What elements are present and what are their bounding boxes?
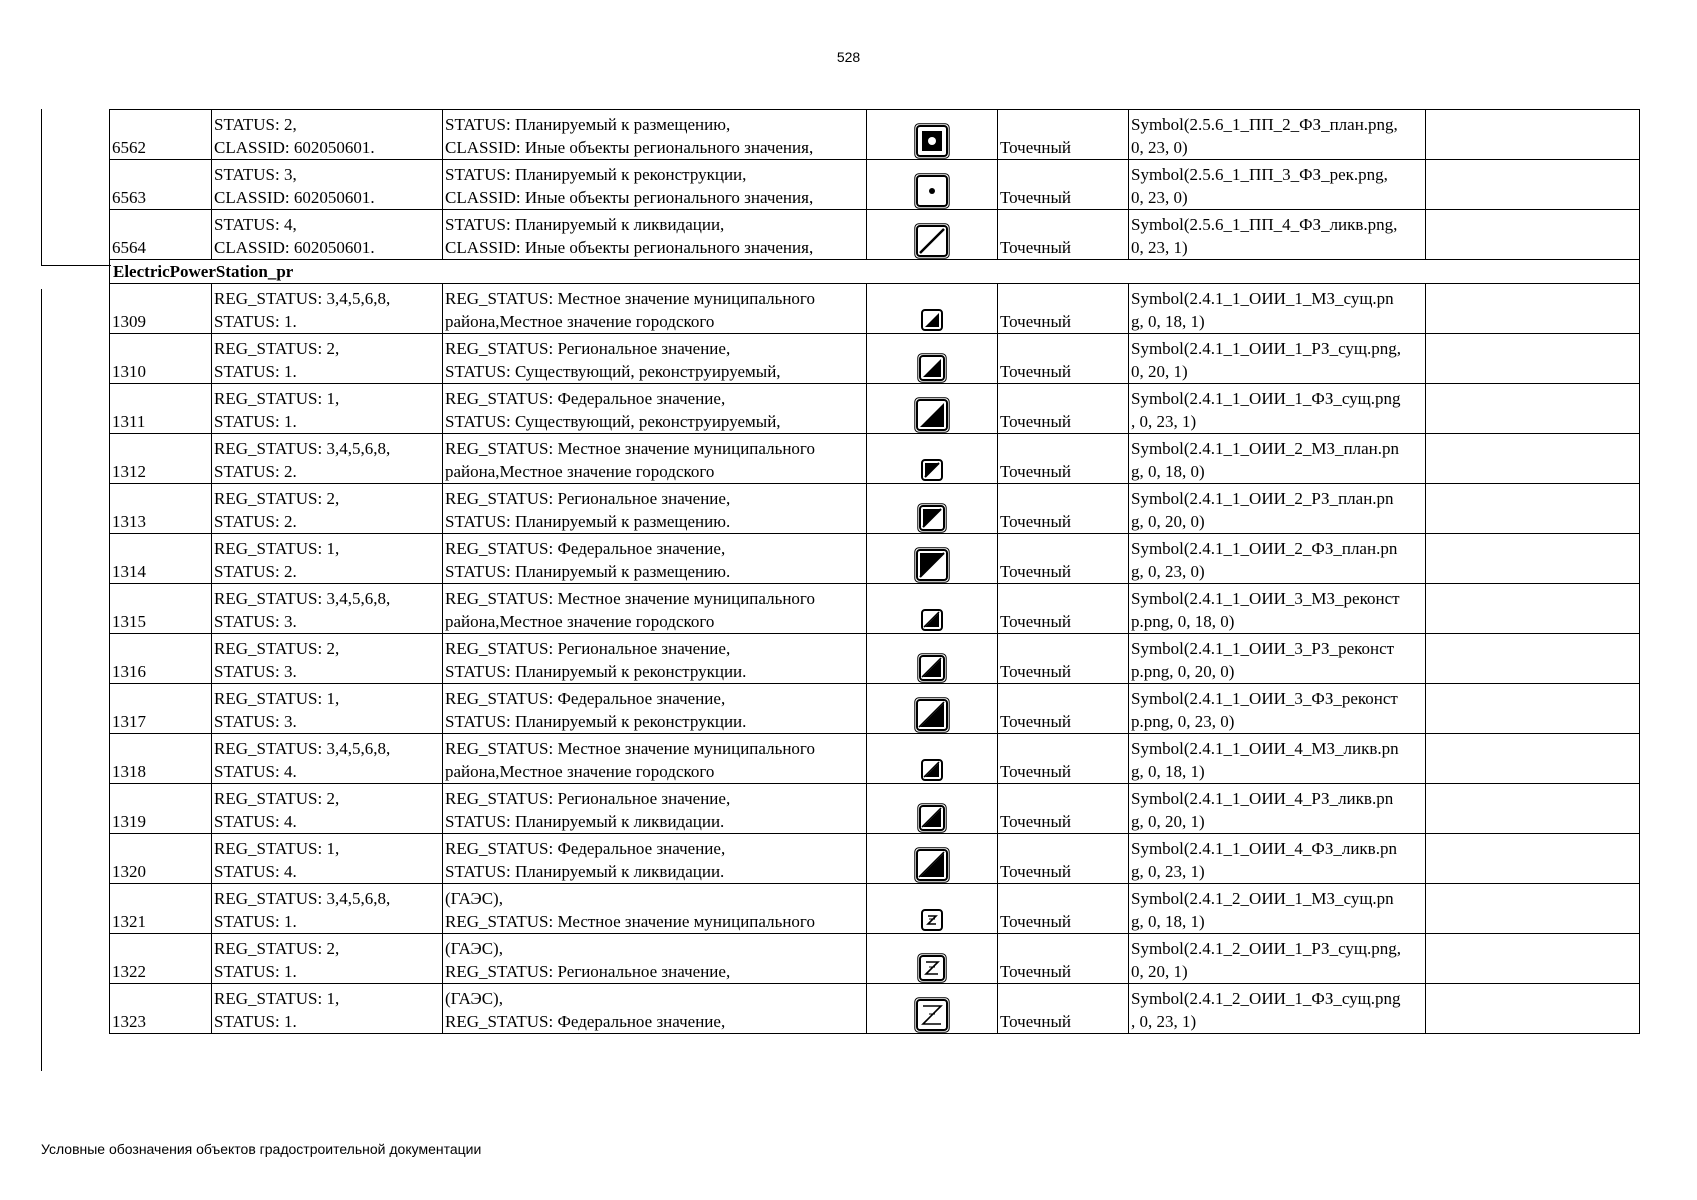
row-id: 1322 [110, 934, 212, 984]
text-line: STATUS: Планируемый к ликвидации. [445, 862, 725, 881]
text-line: 0, 20, 1) [1131, 962, 1188, 981]
text-line: g, 0, 23, 0) [1131, 562, 1205, 581]
table-row [110, 784, 1640, 834]
legend-table [109, 109, 1640, 1034]
description-cell [443, 884, 867, 934]
empty-cell [1426, 110, 1640, 160]
empty-cell [1426, 384, 1640, 434]
text-line: g, 0, 20, 1) [1131, 812, 1205, 831]
table-body [110, 110, 1640, 1034]
text-line: REG_STATUS: 3,4,5,6,8, [214, 439, 391, 458]
text-line: REG_STATUS: Федеральное значение, [445, 1012, 726, 1031]
geometry-type-cell: Точечный [998, 284, 1129, 334]
text-line: р.png, 0, 18, 0) [1131, 612, 1235, 631]
table-row [110, 210, 1640, 260]
text-line: CLASSID: 602050601. [214, 238, 375, 257]
symbol-preview-cell [867, 684, 998, 734]
text-line: CLASSID: Иные объекты регионального значения, [445, 138, 814, 157]
description-cell [443, 784, 867, 834]
text-line: STATUS: 2. [214, 512, 297, 531]
description-cell [443, 160, 867, 210]
symbol-preview-cell [867, 984, 998, 1034]
table-row [110, 684, 1640, 734]
table-row [110, 934, 1640, 984]
text-line: STATUS: 1. [214, 412, 297, 431]
text-line: Symbol(2.4.1_1_ОИИ_1_ФЗ_сущ.png [1131, 389, 1401, 408]
condition-cell [212, 984, 443, 1034]
text-line: STATUS: Планируемый к размещению, [445, 115, 731, 134]
text-line: , 0, 23, 1) [1131, 412, 1197, 431]
symbol-preview-cell [867, 384, 998, 434]
row-id: 1309 [110, 284, 212, 334]
section-header-row [110, 260, 1640, 284]
table-row [110, 484, 1640, 534]
symbol-preview-cell [867, 434, 998, 484]
text-line: STATUS: 1. [214, 962, 297, 981]
text-line: , 0, 23, 1) [1131, 1012, 1197, 1031]
text-line: CLASSID: 602050601. [214, 138, 375, 157]
text-line: STATUS: 4. [214, 812, 297, 831]
text-line: STATUS: Планируемый к реконструкции. [445, 712, 747, 731]
text-line: STATUS: Планируемый к ликвидации. [445, 812, 725, 831]
text-line: STATUS: 3. [214, 662, 297, 681]
left-margin-rule-2 [41, 289, 42, 1071]
row-id: 1321 [110, 884, 212, 934]
text-line: Symbol(2.4.1_1_ОИИ_2_ФЗ_план.pn [1131, 539, 1398, 558]
symbol-expression-cell [1129, 210, 1426, 260]
symbol-expression-cell [1129, 684, 1426, 734]
power-station-planned-medium-icon [917, 503, 947, 533]
empty-cell [1426, 210, 1640, 260]
text-line: g, 0, 23, 1) [1131, 862, 1205, 881]
condition-cell [212, 634, 443, 684]
geometry-type-cell: Точечный [998, 384, 1129, 434]
text-line: g, 0, 20, 0) [1131, 512, 1205, 531]
row-id: 1320 [110, 834, 212, 884]
condition-cell [212, 160, 443, 210]
empty-cell [1426, 934, 1640, 984]
text-line: REG_STATUS: Местное значение муниципального [445, 289, 815, 308]
text-line: REG_STATUS: Федеральное значение, [445, 389, 726, 408]
description-cell [443, 534, 867, 584]
condition-cell [212, 110, 443, 160]
description-cell [443, 934, 867, 984]
text-line: STATUS: 3. [214, 612, 297, 631]
text-line: REG_STATUS: Местное значение муниципального [445, 589, 815, 608]
empty-cell [1426, 584, 1640, 634]
row-id: 1317 [110, 684, 212, 734]
text-line: REG_STATUS: Федеральное значение, [445, 539, 726, 558]
condition-cell [212, 334, 443, 384]
text-line: Symbol(2.5.6_1_ПП_4_ФЗ_ликв.png, [1131, 215, 1398, 234]
geometry-type-cell: Точечный [998, 584, 1129, 634]
text-line: Symbol(2.4.1_1_ОИИ_1_РЗ_сущ.png, [1131, 339, 1401, 358]
power-station-reconstruct-small-icon [919, 607, 945, 633]
text-line: REG_STATUS: Региональное значение, [445, 489, 731, 508]
table-row [110, 284, 1640, 334]
text-line: района,Местное значение городского [445, 462, 715, 481]
text-line: 0, 23, 0) [1131, 188, 1188, 207]
description-cell [443, 484, 867, 534]
power-station-existing-small-icon [919, 307, 945, 333]
symbol-preview-cell [867, 160, 998, 210]
text-line: REG_STATUS: 2, [214, 639, 340, 658]
power-station-planned-small-icon [919, 457, 945, 483]
text-line: STATUS: 4. [214, 862, 297, 881]
empty-cell [1426, 784, 1640, 834]
row-id: 1316 [110, 634, 212, 684]
table-row [110, 434, 1640, 484]
symbol-preview-cell [867, 210, 998, 260]
table-row [110, 584, 1640, 634]
text-line: REG_STATUS: 3,4,5,6,8, [214, 589, 391, 608]
left-margin-rule [41, 109, 42, 266]
text-line: REG_STATUS: Региональное значение, [445, 789, 731, 808]
text-line: REG_STATUS: Федеральное значение, [445, 689, 726, 708]
text-line: REG_STATUS: 3,4,5,6,8, [214, 289, 391, 308]
page-number: 528 [836, 49, 861, 65]
symbol-expression-cell [1129, 834, 1426, 884]
symbol-expression-cell [1129, 334, 1426, 384]
text-line: REG_STATUS: 2, [214, 489, 340, 508]
text-line: STATUS: 1. [214, 312, 297, 331]
text-line: 0, 23, 1) [1131, 238, 1188, 257]
condition-cell [212, 734, 443, 784]
text-line: CLASSID: Иные объекты регионального значения, [445, 188, 814, 207]
text-line: Symbol(2.4.1_1_ОИИ_3_РЗ_реконст [1131, 639, 1395, 658]
symbol-expression-cell [1129, 884, 1426, 934]
text-line: STATUS: Планируемый к размещению. [445, 562, 731, 581]
empty-cell [1426, 534, 1640, 584]
pumped-storage-large-icon [914, 997, 950, 1033]
power-station-liquidate-large-icon [914, 847, 950, 883]
text-line: STATUS: Планируемый к реконструкции, [445, 165, 747, 184]
geometry-type-cell: Точечный [998, 984, 1129, 1034]
table-row [110, 334, 1640, 384]
square-slash-icon [914, 223, 950, 259]
symbol-expression-cell [1129, 484, 1426, 534]
symbol-preview-cell [867, 884, 998, 934]
text-line: STATUS: 1. [214, 362, 297, 381]
geometry-type-cell: Точечный [998, 434, 1129, 484]
row-id: 1310 [110, 334, 212, 384]
condition-cell [212, 834, 443, 884]
text-line: Symbol(2.4.1_1_ОИИ_3_ФЗ_реконст [1131, 689, 1398, 708]
text-line: района,Местное значение городского [445, 612, 715, 631]
text-line: 0, 23, 0) [1131, 138, 1188, 157]
text-line: STATUS: 3, [214, 165, 297, 184]
geometry-type-cell: Точечный [998, 934, 1129, 984]
geometry-type-cell: Точечный [998, 484, 1129, 534]
text-line: Symbol(2.4.1_1_ОИИ_4_РЗ_ликв.pn [1131, 789, 1394, 808]
text-line: STATUS: 1. [214, 1012, 297, 1031]
text-line: REG_STATUS: 2, [214, 339, 340, 358]
table-row [110, 160, 1640, 210]
geometry-type-cell: Точечный [998, 334, 1129, 384]
description-cell [443, 834, 867, 884]
symbol-preview-cell [867, 784, 998, 834]
symbol-preview-cell [867, 934, 998, 984]
section-title: ElectricPowerStation_pr [110, 260, 1640, 284]
row-id: 6563 [110, 160, 212, 210]
description-cell [443, 210, 867, 260]
symbol-expression-cell [1129, 384, 1426, 434]
text-line: STATUS: 4, [214, 215, 297, 234]
text-line: CLASSID: Иные объекты регионального значения, [445, 238, 814, 257]
text-line: REG_STATUS: 1, [214, 689, 340, 708]
symbol-expression-cell [1129, 534, 1426, 584]
table-row [110, 884, 1640, 934]
power-station-reconstruct-medium-icon [917, 653, 947, 683]
text-line: р.png, 0, 20, 0) [1131, 662, 1235, 681]
condition-cell [212, 884, 443, 934]
symbol-expression-cell [1129, 434, 1426, 484]
power-station-liquidate-small-icon [919, 757, 945, 783]
symbol-preview-cell [867, 110, 998, 160]
text-line: района,Местное значение городского [445, 762, 715, 781]
empty-cell [1426, 734, 1640, 784]
symbol-preview-cell [867, 534, 998, 584]
row-id: 1313 [110, 484, 212, 534]
text-line: REG_STATUS: Местное значение муниципального [445, 739, 815, 758]
geometry-type-cell: Точечный [998, 684, 1129, 734]
condition-cell [212, 484, 443, 534]
geometry-type-cell: Точечный [998, 634, 1129, 684]
table-row [110, 984, 1640, 1034]
row-id: 1318 [110, 734, 212, 784]
text-line: REG_STATUS: Местное значение муниципального [445, 912, 815, 931]
text-line: STATUS: 4. [214, 762, 297, 781]
text-line: REG_STATUS: 1, [214, 839, 340, 858]
table-row [110, 834, 1640, 884]
symbol-expression-cell [1129, 734, 1426, 784]
empty-cell [1426, 834, 1640, 884]
text-line: REG_STATUS: Региональное значение, [445, 339, 731, 358]
condition-cell [212, 684, 443, 734]
description-cell [443, 434, 867, 484]
description-cell [443, 110, 867, 160]
text-line: Symbol(2.4.1_1_ОИИ_2_МЗ_план.pn [1131, 439, 1399, 458]
description-cell [443, 384, 867, 434]
condition-cell [212, 384, 443, 434]
geometry-type-cell: Точечный [998, 734, 1129, 784]
symbol-expression-cell [1129, 284, 1426, 334]
text-line: 0, 20, 1) [1131, 362, 1188, 381]
symbol-expression-cell [1129, 934, 1426, 984]
text-line: REG_STATUS: 2, [214, 789, 340, 808]
condition-cell [212, 584, 443, 634]
condition-cell [212, 434, 443, 484]
text-line: REG_STATUS: Региональное значение, [445, 639, 731, 658]
text-line: REG_STATUS: Региональное значение, [445, 962, 731, 981]
description-cell [443, 334, 867, 384]
text-line: Symbol(2.4.1_1_ОИИ_4_ФЗ_ликв.pn [1131, 839, 1397, 858]
power-station-reconstruct-large-icon [914, 697, 950, 733]
power-station-liquidate-medium-icon [917, 803, 947, 833]
document-footer: Условные обозначения объектов градостроительной документации [41, 1141, 482, 1157]
text-line: Symbol(2.4.1_1_ОИИ_4_МЗ_ликв.pn [1131, 739, 1399, 758]
text-line: Symbol(2.4.1_2_ОИИ_1_МЗ_сущ.pn [1131, 889, 1394, 908]
symbol-preview-cell [867, 834, 998, 884]
text-line: Symbol(2.4.1_2_ОИИ_1_ФЗ_сущ.png [1131, 989, 1401, 1008]
text-line: STATUS: 3. [214, 712, 297, 731]
text-line: STATUS: Планируемый к ликвидации, [445, 215, 725, 234]
text-line: g, 0, 18, 0) [1131, 462, 1205, 481]
square-dot-icon [914, 123, 950, 159]
symbol-expression-cell [1129, 984, 1426, 1034]
geometry-type-cell: Точечный [998, 884, 1129, 934]
power-station-existing-large-icon [914, 397, 950, 433]
text-line: g, 0, 18, 1) [1131, 912, 1205, 931]
text-line: Symbol(2.5.6_1_ПП_3_ФЗ_рек.png, [1131, 165, 1388, 184]
row-id: 6564 [110, 210, 212, 260]
text-line: STATUS: Планируемый к реконструкции. [445, 662, 747, 681]
table-row [110, 384, 1640, 434]
description-cell [443, 684, 867, 734]
text-line: REG_STATUS: Федеральное значение, [445, 839, 726, 858]
text-line: (ГАЭС), [445, 889, 503, 908]
text-line: CLASSID: 602050601. [214, 188, 375, 207]
text-line: STATUS: 2, [214, 115, 297, 134]
symbol-preview-cell [867, 584, 998, 634]
symbol-preview-cell [867, 634, 998, 684]
text-line: Symbol(2.4.1_1_ОИИ_2_РЗ_план.pn [1131, 489, 1394, 508]
text-line: REG_STATUS: 3,4,5,6,8, [214, 739, 391, 758]
text-line: REG_STATUS: 3,4,5,6,8, [214, 889, 391, 908]
row-id: 6562 [110, 110, 212, 160]
power-station-planned-large-icon [914, 547, 950, 583]
geometry-type-cell: Точечный [998, 160, 1129, 210]
square-dot-outline-icon [914, 173, 950, 209]
text-line: REG_STATUS: 2, [214, 939, 340, 958]
table-row [110, 110, 1640, 160]
geometry-type-cell: Точечный [998, 834, 1129, 884]
pumped-storage-small-icon [919, 907, 945, 933]
empty-cell [1426, 284, 1640, 334]
empty-cell [1426, 634, 1640, 684]
empty-cell [1426, 160, 1640, 210]
symbol-preview-cell [867, 334, 998, 384]
text-line: g, 0, 18, 1) [1131, 312, 1205, 331]
text-line: STATUS: Планируемый к размещению. [445, 512, 731, 531]
condition-cell [212, 284, 443, 334]
row-id: 1323 [110, 984, 212, 1034]
text-line: (ГАЭС), [445, 939, 503, 958]
text-line: STATUS: Существующий, реконструируемый, [445, 412, 781, 431]
empty-cell [1426, 484, 1640, 534]
empty-cell [1426, 684, 1640, 734]
description-cell [443, 634, 867, 684]
symbol-expression-cell [1129, 160, 1426, 210]
table-row [110, 634, 1640, 684]
symbol-preview-cell [867, 484, 998, 534]
text-line: g, 0, 18, 1) [1131, 762, 1205, 781]
geometry-type-cell: Точечный [998, 784, 1129, 834]
text-line: STATUS: 2. [214, 562, 297, 581]
description-cell [443, 584, 867, 634]
empty-cell [1426, 884, 1640, 934]
text-line: (ГАЭС), [445, 989, 503, 1008]
condition-cell [212, 210, 443, 260]
text-line: REG_STATUS: 1, [214, 389, 340, 408]
text-line: Symbol(2.4.1_1_ОИИ_3_МЗ_реконст [1131, 589, 1400, 608]
symbol-expression-cell [1129, 784, 1426, 834]
empty-cell [1426, 434, 1640, 484]
symbol-expression-cell [1129, 110, 1426, 160]
text-line: Symbol(2.5.6_1_ПП_2_ФЗ_план.png, [1131, 115, 1398, 134]
condition-cell [212, 784, 443, 834]
text-line: Symbol(2.4.1_2_ОИИ_1_РЗ_сущ.png, [1131, 939, 1401, 958]
table-row [110, 734, 1640, 784]
geometry-type-cell: Точечный [998, 110, 1129, 160]
text-line: REG_STATUS: 1, [214, 539, 340, 558]
symbol-preview-cell [867, 284, 998, 334]
geometry-type-cell: Точечный [998, 210, 1129, 260]
row-id: 1319 [110, 784, 212, 834]
geometry-type-cell: Точечный [998, 534, 1129, 584]
group-separator-rule [41, 265, 111, 266]
empty-cell [1426, 334, 1640, 384]
empty-cell [1426, 984, 1640, 1034]
text-line: STATUS: Существующий, реконструируемый, [445, 362, 781, 381]
row-id: 1314 [110, 534, 212, 584]
text-line: STATUS: 2. [214, 462, 297, 481]
symbol-preview-cell [867, 734, 998, 784]
description-cell [443, 984, 867, 1034]
text-line: REG_STATUS: Местное значение муниципального [445, 439, 815, 458]
description-cell [443, 284, 867, 334]
row-id: 1315 [110, 584, 212, 634]
text-line: REG_STATUS: 1, [214, 989, 340, 1008]
text-line: Symbol(2.4.1_1_ОИИ_1_МЗ_сущ.pn [1131, 289, 1394, 308]
table-row [110, 534, 1640, 584]
text-line: района,Местное значение городского [445, 312, 715, 331]
condition-cell [212, 934, 443, 984]
description-cell [443, 734, 867, 784]
symbol-expression-cell [1129, 634, 1426, 684]
text-line: STATUS: 1. [214, 912, 297, 931]
row-id: 1312 [110, 434, 212, 484]
row-id: 1311 [110, 384, 212, 434]
condition-cell [212, 534, 443, 584]
text-line: р.png, 0, 23, 0) [1131, 712, 1235, 731]
symbol-expression-cell [1129, 584, 1426, 634]
pumped-storage-medium-icon [917, 953, 947, 983]
power-station-existing-medium-icon [917, 353, 947, 383]
